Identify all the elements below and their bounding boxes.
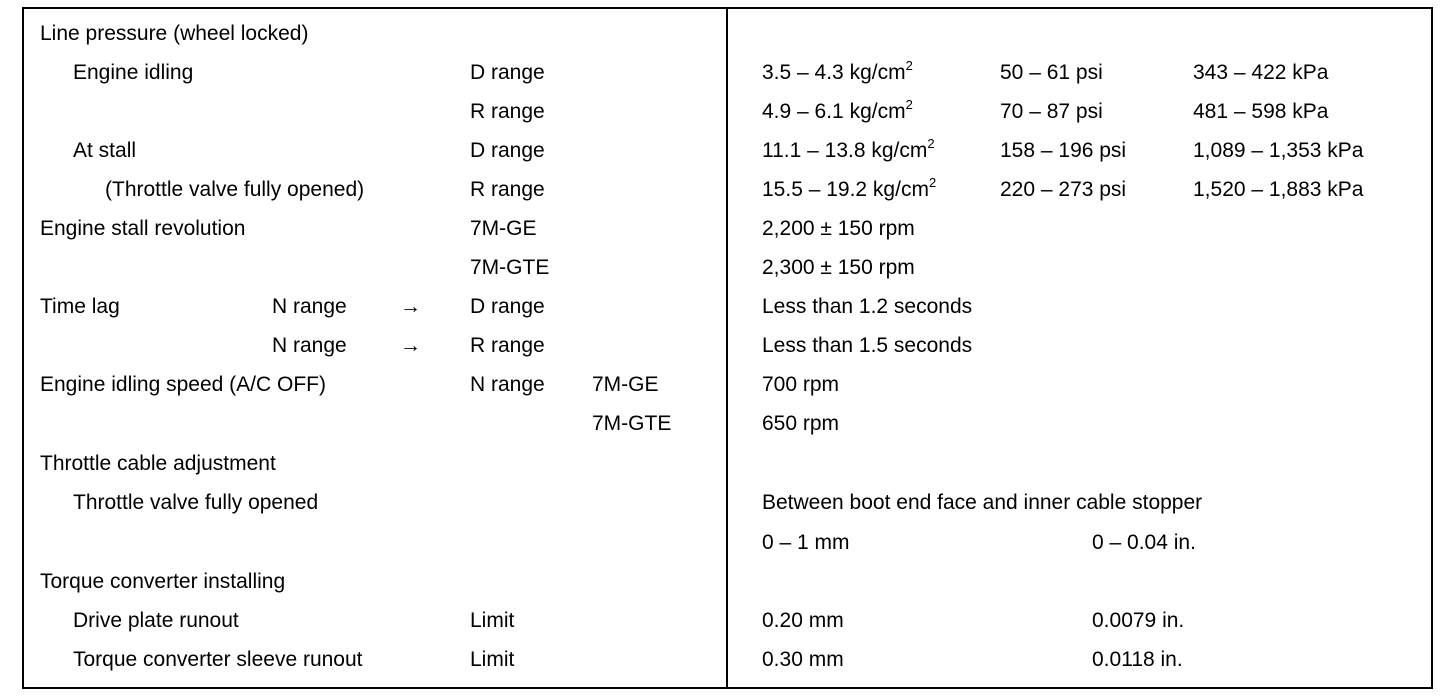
value-psi: 50 – 61 psi [1000, 61, 1103, 84]
table-row [0, 646, 1456, 685]
table-row [0, 332, 1456, 371]
table-row [0, 410, 1456, 449]
value-metric: 650 rpm [762, 412, 840, 435]
value-kpa: 481 – 598 kPa [1193, 100, 1329, 123]
row-label: Line pressure (wheel locked) [40, 22, 309, 45]
value-metric: Between boot end face and inner cable stopper [762, 491, 1203, 514]
value-psi: 158 – 196 psi [1000, 139, 1127, 162]
table-row [0, 176, 1456, 215]
table-row [0, 254, 1456, 293]
row-condition: D range [470, 61, 545, 84]
value-metric: 11.1 – 13.8 $kg/cm^2$ [762, 136, 935, 162]
value-imperial: 0.0118 in. [1092, 648, 1183, 671]
value-metric: 4.9 – 6.1 $kg/cm^2$ [762, 97, 913, 123]
table-row [0, 20, 1456, 59]
row-label: At stall [73, 139, 137, 162]
table-row [0, 450, 1456, 489]
table-row [0, 98, 1456, 137]
table-row [0, 568, 1456, 607]
table-row [0, 607, 1456, 646]
row-condition: Limit [470, 609, 515, 632]
value-metric: 15.5 – 19.2 $kg/cm^2$ [762, 175, 937, 201]
row-label: Torque converter installing [40, 570, 286, 593]
row-label: Drive plate runout [73, 609, 239, 632]
row-condition: R range [470, 334, 545, 357]
engine-model: 7M-GTE [592, 412, 672, 435]
row-label: Time lag [40, 295, 120, 318]
value-psi: 220 – 273 psi [1000, 178, 1127, 201]
row-condition: D range [470, 295, 545, 318]
arrow-right-icon: → [400, 334, 421, 357]
value-metric: 2,200 ± 150 rpm [762, 217, 915, 240]
row-label: Throttle cable adjustment [40, 452, 276, 475]
arrow-right-icon: → [400, 295, 421, 318]
value-metric: Less than 1.2 seconds [762, 295, 973, 318]
row-label: Engine idling [73, 61, 194, 84]
row-label: Engine idling speed (A/C OFF) [40, 373, 326, 396]
row-label: (Throttle valve fully opened) [105, 178, 365, 201]
row-condition: R range [470, 178, 545, 201]
value-metric: 700 rpm [762, 373, 840, 396]
value-metric: 3.5 – 4.3 $kg/cm^2$ [762, 58, 913, 84]
value-psi: 70 – 87 psi [1000, 100, 1103, 123]
row-condition: N range [470, 373, 545, 396]
row-condition: D range [470, 139, 545, 162]
value-kpa: 1,089 – 1,353 kPa [1193, 139, 1364, 162]
value-kpa: 343 – 422 kPa [1193, 61, 1329, 84]
value-imperial: 0 – 0.04 in. [1092, 531, 1196, 554]
row-condition: 7M-GTE [470, 256, 550, 279]
value-kpa: 1,520 – 1,883 kPa [1193, 178, 1364, 201]
table-row [0, 529, 1456, 568]
value-metric: 0.30 mm [762, 648, 844, 671]
table-row [0, 371, 1456, 410]
value-metric: 2,300 ± 150 rpm [762, 256, 915, 279]
row-label: Torque converter sleeve runout [73, 648, 363, 671]
table-row [0, 137, 1456, 176]
value-metric: 0.20 mm [762, 609, 844, 632]
table-row [0, 215, 1456, 254]
from-range: N range [272, 334, 347, 357]
value-metric: Less than 1.5 seconds [762, 334, 973, 357]
row-label: Throttle valve fully opened [73, 491, 319, 514]
table-row [0, 59, 1456, 98]
table-row [0, 489, 1456, 528]
value-imperial: 0.0079 in. [1092, 609, 1185, 632]
row-condition: Limit [470, 648, 515, 671]
row-condition: R range [470, 100, 545, 123]
from-range: N range [272, 295, 347, 318]
value-metric: 0 – 1 mm [762, 531, 850, 554]
row-condition: 7M-GE [470, 217, 537, 240]
table-row [0, 293, 1456, 332]
row-label: Engine stall revolution [40, 217, 246, 240]
engine-model: 7M-GE [592, 373, 659, 396]
